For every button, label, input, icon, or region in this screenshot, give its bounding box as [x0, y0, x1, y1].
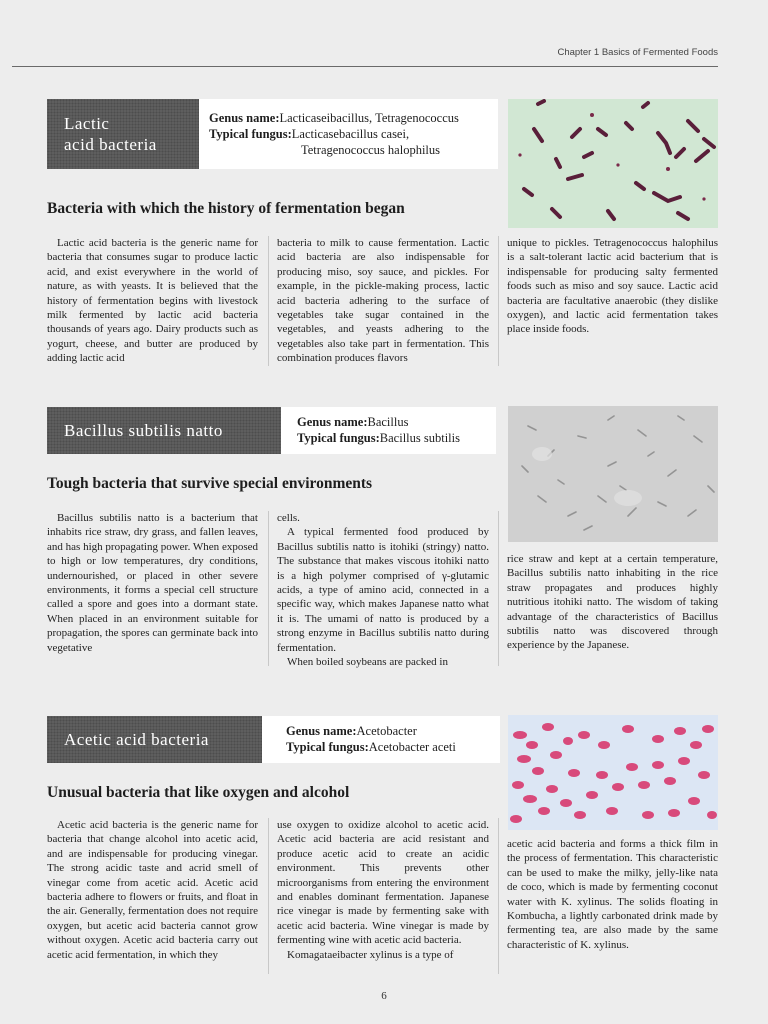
acetic-col2-text-b: Komagataeibacter xylinus is a type of: [287, 948, 454, 961]
acetic-col1-text: Acetic acid bacteria is the generic name for bacteria that change alcohol into acetic acid, and are indispensable for producing vinegar. The strong acidic taste and acrid smell of vinegar come from acetic acid. Acetic acid bacteria adhere to flowers or fruits, and float in the air. Generally, fermentation does not require oxygen, but acetic acid bacteria cannot grow without oxygen. Acetic acid bacteria carry out acetic acid fermentation, in which they: [47, 819, 258, 961]
natto-col1-text: Bacillus subtilis natto is a bacterium that inhabits rice straw, dry grass, and fallen leaves, and has high propagating power. When exposed to high or low temperatures, dry conditions, undernourished, or placed in other severe environments, it forms a special cell structure called a spore and goes into a dormant state. When placed in an environment suitable for propagation, the spores can germinate back into vegetative: [47, 512, 258, 654]
col-divider: [498, 511, 499, 666]
natto-col3: [507, 552, 718, 653]
fungus-label: Typical fungus:: [286, 740, 369, 754]
natto-col2: [277, 511, 489, 669]
acetic-subtitle: Unusual bacteria that like oxygen and alcohol: [47, 784, 350, 801]
header-rule: [12, 66, 718, 67]
fungus-value: Lacticasebacillus casei,: [291, 127, 410, 141]
acetic-col2-text-a: use oxygen to oxidize alcohol to acetic acid. Acetic acid bacteria are acid resistant and produce acetic acid to create an acidic environment. This prevents other microorganisms from entering the environment and enables dominant fermentation. Japanese rice vinegar is made by fermenting sake with acetic acid bacteria. Wine vinegar is made by fermenting wine with acetic acid bacteria.: [277, 819, 489, 947]
genus-value: Bacillus: [367, 415, 409, 429]
lactic-subtitle: Bacteria with which the history of fermentation began: [47, 200, 405, 217]
fungus-value: Bacillus subtilis: [379, 431, 460, 445]
acetic-col2: [277, 818, 489, 962]
fungus-label: Typical fungus:: [297, 431, 380, 445]
natto-micrograph: [508, 406, 718, 542]
lactic-col3-text: unique to pickles. Tetragenococcus halophilus is a salt-tolerant lactic acid bacterium that is indispensable for producing salty fermented foods such as miso and soy sauce. Lactic acid bacteria are facultative anaerobic (they dislike oxygen), and lactic acid fermentation takes place inside foods.: [507, 237, 718, 336]
lactic-title-line1: Lactic: [64, 114, 110, 133]
lactic-col1: [47, 236, 258, 366]
col-divider: [268, 511, 269, 666]
acetic-micrograph: [508, 715, 718, 830]
fungus-label: Typical fungus:: [209, 127, 292, 141]
lactic-col3: [507, 236, 718, 337]
natto-col3-text: rice straw and kept at a certain temperature, Bacillus subtilis natto inhabiting in the rice straw propagates and produces highly nutritious itohiki natto. The wisdom of taking advantage of the characteristics of Bacillus subtilis natto was discovered through experience by the Japanese.: [507, 553, 718, 652]
lactic-info: [199, 99, 469, 169]
acetic-col1: [47, 818, 258, 962]
natto-info: [281, 407, 470, 454]
genus-label: Genus name:: [209, 111, 280, 125]
acetic-info: [262, 716, 466, 763]
acetic-col3-text: acetic acid bacteria and forms a thick film in the process of fermentation. This characteristic can be used to make the milky, jelly-like nata de coco, which is made by fermenting coconut water with K. xylinus. The solids floating in Kombucha, a lightly carbonated drink made by fermenting tea, are also made by the same characteristic of K. xylinus.: [507, 838, 718, 951]
acetic-header-box: [47, 716, 500, 763]
natto-header-box: [47, 407, 496, 454]
natto-col2-text-c: When boiled soybeans are packed in: [287, 656, 448, 669]
col-divider: [498, 236, 499, 366]
natto-col2-text-a: cells.: [277, 512, 300, 524]
acetic-col3: [507, 837, 718, 952]
col-divider: [268, 236, 269, 366]
lactic-title-tag: [47, 99, 199, 169]
lactic-title-line2: acid bacteria: [64, 135, 157, 154]
natto-col1: [47, 511, 258, 655]
lactic-col2-text: bacteria to milk to cause fermentation. Lactic acid bacteria are also indispensable for producing miso, soy sauce, and pickles. For example, in the pickle-making process, lactic acid bacteria adhering to the surface of vegetables take sugar contained in the vegetables, and yeasts adhering to the vegetables also take part in fermentation. This combination produces flavors: [277, 237, 489, 365]
fungus-value: Acetobacter aceti: [368, 740, 456, 754]
col-divider: [498, 818, 499, 974]
genus-value: Lacticaseibacillus, Tetragenococcus: [279, 111, 459, 125]
genus-label: Genus name:: [286, 724, 357, 738]
lactic-micrograph: [508, 99, 718, 228]
acetic-title-tag: Acetic acid bacteria: [47, 716, 262, 763]
chapter-header: Chapter 1 Basics of Fermented Foods: [557, 47, 718, 58]
col-divider: [268, 818, 269, 974]
natto-col2-text-b: A typical fermented food produced by Bacillus subtilis natto is itohiki (stringy) natto. The substance that makes viscous itohiki natto is a high polymer comprised of γ-glutamic acids, a type of amino acid, connected in a specific way, which makes Japanese natto what it is. The umami of natto is produced by a strong enzyme in Bacillus subtilis natto during fermentation.: [277, 526, 489, 654]
natto-subtitle: Tough bacteria that survive special environments: [47, 475, 373, 492]
lactic-col1-text: Lactic acid bacteria is the generic name for bacteria that consumes sugar to produce lactic acid, and exist everywhere in the world of nature, as with yeasts. It is believed that the history of fermentation begins with livestock milk fermented by lactic acid bacteria thousands of years ago. Dairy products such as yogurt, cheese, and butter are produced by adding lactic acid: [47, 237, 258, 365]
fungus-value-2: Tetragenococcus halophilus: [301, 143, 441, 157]
genus-label: Genus name:: [297, 415, 368, 429]
lactic-col2: [277, 236, 489, 366]
natto-title-tag: Bacillus subtilis natto: [47, 407, 281, 454]
lactic-header-box: [47, 99, 498, 169]
genus-value: Acetobacter: [356, 724, 417, 738]
page-number: 6: [381, 990, 387, 1002]
